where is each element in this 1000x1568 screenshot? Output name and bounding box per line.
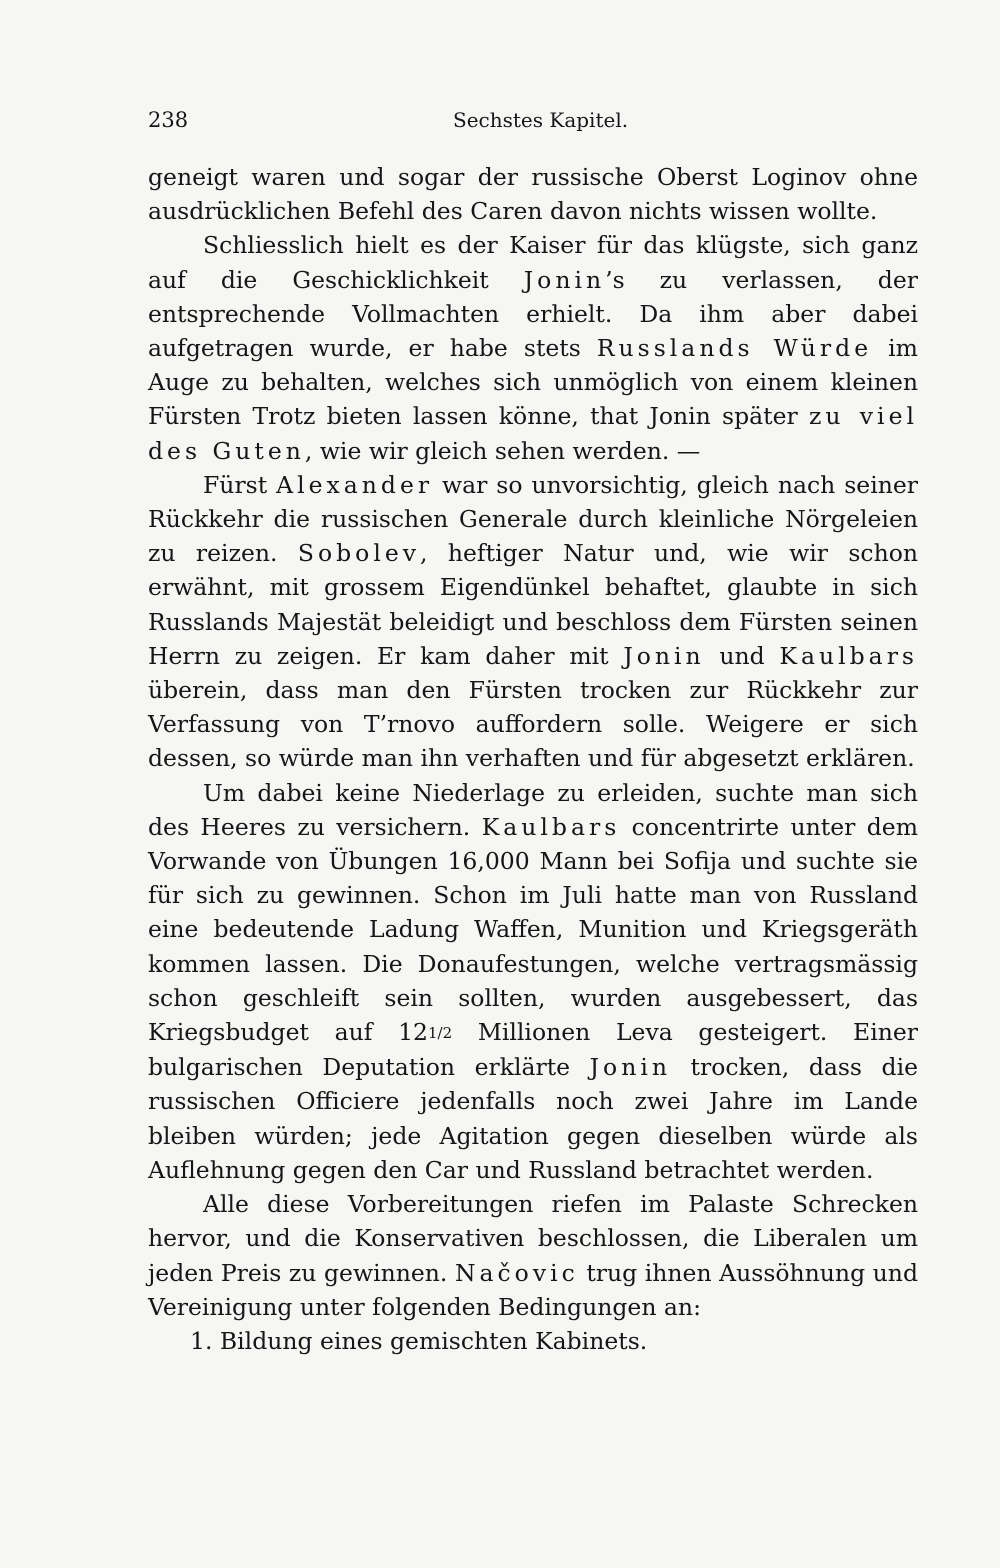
text-run: Um dabei keine Niederlage zu erleiden, suchte man sich des Heeres zu versichern. xyxy=(148,778,918,841)
body-text xyxy=(148,160,918,1358)
emphasized-name: Alexander xyxy=(276,470,434,499)
text-run: Millionen Leva gesteigert. Einer bulgarischen Deputation erklärte xyxy=(148,1018,918,1082)
paragraph xyxy=(148,228,918,467)
paragraph xyxy=(148,776,918,1187)
emphasized-name: zu viel des Guten xyxy=(148,402,918,465)
emphasized-name: Russlands Würde xyxy=(596,334,873,363)
running-header xyxy=(148,103,918,137)
paragraph-container xyxy=(148,160,918,1324)
text-run: concentrirte unter dem Vorwande von Übungen 16,000 Mann bei Sofija und suchte sie für sich zu gewinnen. Schon im Juli hatte man von Russland eine bedeutende Ladung Waffen, Munition und Kriegsgeräth kommen lassen. Die Donaufestungen, welche vertragsmässig schon geschleift sein sollten, wurden ausgebessert, das Kriegsbudget auf 12 xyxy=(148,812,918,1047)
text-run: und xyxy=(704,641,780,670)
text-run: geneigt waren und sogar der russische Oberst Loginov ohne ausdrücklichen Befehl des Caren davon nichts wissen wollte. xyxy=(148,163,918,226)
emphasized-name: Kaulbars xyxy=(481,812,621,841)
emphasized-name: Načovic xyxy=(454,1258,579,1287)
paragraph xyxy=(148,1187,918,1324)
emphasized-name: Jonin xyxy=(589,1053,671,1082)
text-run: trocken, dass die russischen Officiere jedenfalls noch zwei Jahre im Lande bleiben würden; jede Agitation gegen dieselben würde als Auflehnung gegen den Car und Russland betrachtet werden. xyxy=(148,1053,918,1184)
text-run: ’s zu verlassen, der entsprechende Vollmachten erhielt. Da ihm aber dabei aufgetragen wurde, er habe stets xyxy=(148,265,918,363)
list-item: 1. Bildung eines gemischten Kabinets. xyxy=(190,1326,648,1355)
page-number: 238 xyxy=(148,108,189,132)
text-run: Fürst xyxy=(203,470,277,499)
emphasized-name: Jonin xyxy=(623,641,705,670)
paragraph xyxy=(148,468,918,776)
numbered-list xyxy=(148,1324,918,1358)
text-run: war so unvorsichtig, gleich nach seiner Rückkehr die russischen Generale durch kleinliche Nörgeleien zu reizen. xyxy=(148,470,918,568)
text-run: , wie wir gleich sehen werden. — xyxy=(304,436,701,465)
paragraph xyxy=(148,160,918,228)
emphasized-name: Jonin xyxy=(523,265,606,294)
emphasized-name: Kaulbars xyxy=(779,641,918,670)
fraction: 1/2 xyxy=(428,1024,453,1043)
emphasized-name: Sobolev xyxy=(297,539,421,568)
chapter-title: Sechstes Kapitel. xyxy=(453,108,629,132)
text-run: im Auge zu behalten, welches sich unmöglich von einem kleinen Fürsten Trotz bieten lassen könne, that Jonin später xyxy=(148,334,918,431)
text-run: überein, dass man den Fürsten trocken zur Rückkehr zur Verfassung von T’rnovo auffordern solle. Weigere er sich dessen, so würde man ihn verhaften und für abgesetzt erklären. xyxy=(148,676,918,773)
text-run: trug ihnen Aussöhnung und Vereinigung unter folgenden Bedingungen an: xyxy=(148,1258,918,1321)
text-run: Schliesslich hielt es der Kaiser für das klügste, sich ganz auf die Geschicklichkeit xyxy=(148,231,918,294)
text-run: Alle diese Vorbereitungen riefen im Palaste Schrecken hervor, und die Konservativen beschlossen, die Liberalen um jeden Preis zu gewinnen. xyxy=(148,1190,918,1287)
text-run: , heftiger Natur und, wie wir schon erwähnt, mit grossem Eigendünkel behaftet, glaubte in sich Russlands Majestät beleidigt und beschloss dem Fürsten seinen Herrn zu zeigen. Er kam daher mit xyxy=(148,539,918,670)
